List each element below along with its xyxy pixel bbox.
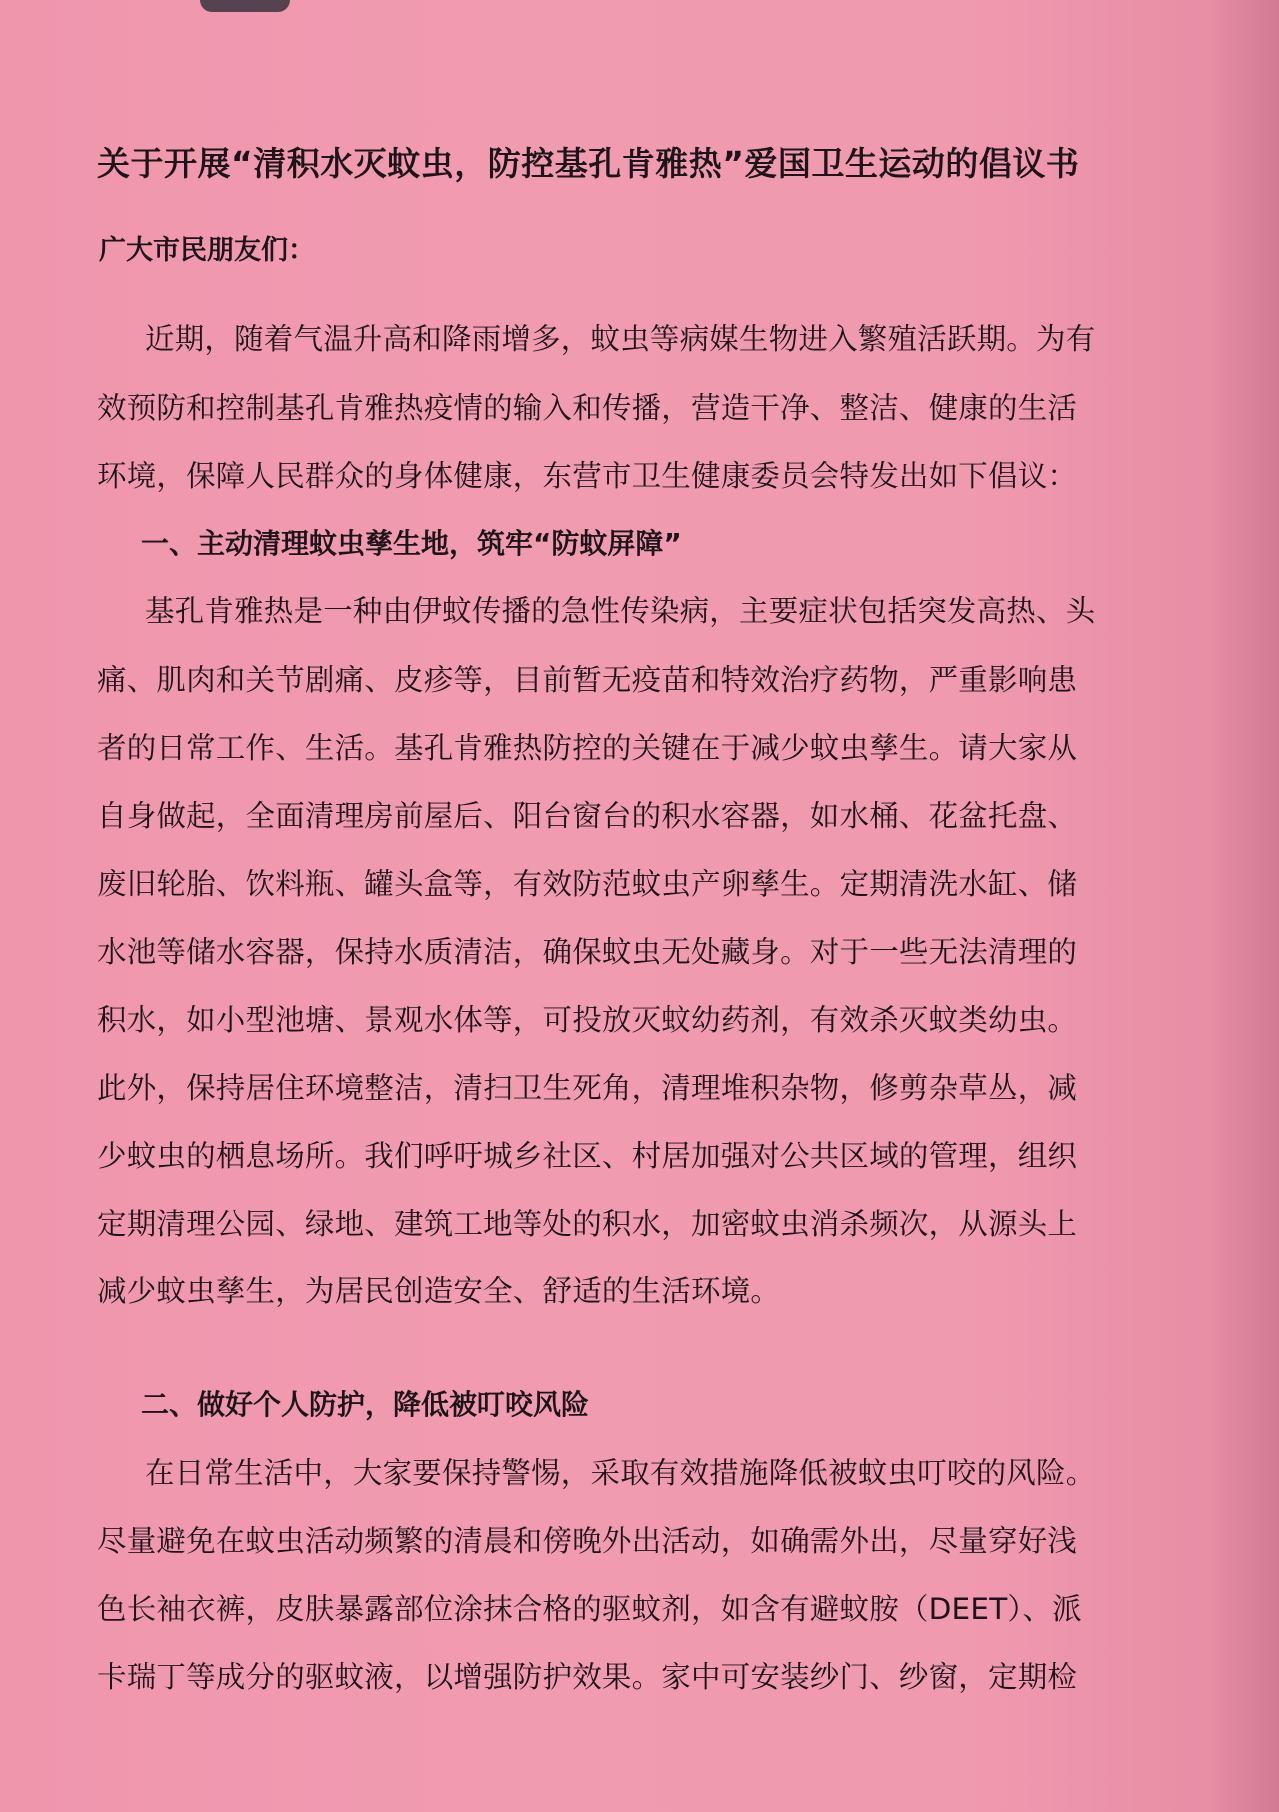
section2-line: 在日常生活中，大家要保持警惕，采取有效措施降低被蚊虫叮咬的风险。 [145, 1456, 1096, 1490]
section1-line: 自身做起，全面清理房前屋后、阳台窗台的积水容器，如水桶、花盆托盘、 [97, 799, 1078, 833]
document-title: 关于开展“清积水灭蚊虫，防控基孔肯雅热”爱国卫生运动的倡议书 [97, 144, 1080, 183]
section1-line: 少蚊虫的栖息场所。我们呼吁城乡社区、村居加强对公共区域的管理，组织 [97, 1139, 1078, 1173]
section1-line: 积水，如小型池塘、景观水体等，可投放灭蚊幼药剂，有效杀灭蚊类幼虫。 [97, 1003, 1078, 1037]
top-edge-shadow [200, 0, 290, 12]
section1-line: 此外，保持居住环境整洁，清扫卫生死角，清理堆积杂物，修剪杂草丛，减 [97, 1071, 1078, 1105]
section1-line: 基孔肯雅热是一种由伊蚊传播的急性传染病，主要症状包括突发高热、头 [145, 594, 1096, 628]
section2-line: 色长袖衣裤，皮肤暴露部位涂抹合格的驱蚊剂，如含有避蚊胺（DEET）、派 [97, 1592, 1082, 1626]
right-edge-shading [1209, 0, 1279, 1812]
section2-heading: 二、做好个人防护，降低被叮咬风险 [141, 1388, 590, 1421]
intro-line: 效预防和控制基孔肯雅热疫情的输入和传播，营造干净、整洁、健康的生活 [97, 391, 1078, 425]
intro-line: 环境，保障人民群众的身体健康，东营市卫生健康委员会特发出如下倡议： [97, 459, 1078, 493]
section2-line: 尽量避免在蚊虫活动频繁的清晨和傍晚外出活动，如确需外出，尽量穿好浅 [97, 1524, 1078, 1558]
section1-line: 痛、肌肉和关节剧痛、皮疹等，目前暂无疫苗和特效治疗药物，严重影响患 [97, 663, 1078, 697]
greeting: 广大市民朋友们： [99, 235, 315, 266]
section2-line: 卡瑞丁等成分的驱蚊液，以增强防护效果。家中可安装纱门、纱窗，定期检 [97, 1660, 1078, 1694]
section1-line: 定期清理公园、绿地、建筑工地等处的积水，加密蚊虫消杀频次，从源头上 [97, 1207, 1078, 1241]
section1-line: 废旧轮胎、饮料瓶、罐头盒等，有效防范蚊虫产卵孳生。定期清洗水缸、储 [97, 867, 1078, 901]
section1-line: 者的日常工作、生活。基孔肯雅热防控的关键在于减少蚊虫孳生。请大家从 [97, 731, 1078, 765]
section1-line: 减少蚊虫孳生，为居民创造安全、舒适的生活环境。 [97, 1274, 781, 1308]
section1-heading: 一、主动清理蚊虫孳生地，筑牢“防蚊屏障” [141, 527, 682, 560]
intro-line: 近期，随着气温升高和降雨增多，蚊虫等病媒生物进入繁殖活跃期。为有 [145, 322, 1096, 356]
section1-line: 水池等储水容器，保持水质清洁，确保蚊虫无处藏身。对于一些无法清理的 [97, 935, 1078, 969]
